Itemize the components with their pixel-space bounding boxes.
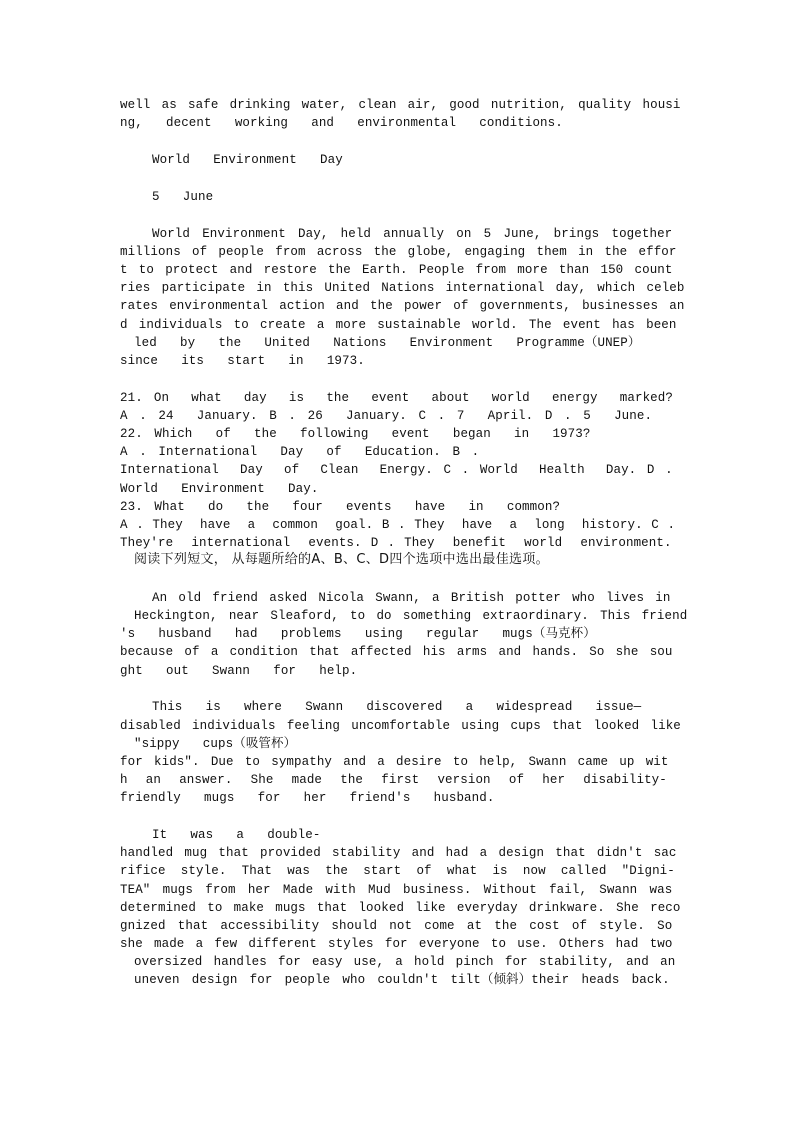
text-line: rates environmental action and the power of governments, businesses an [120, 299, 685, 313]
text-line: handled mug that provided stability and had a design that didn't sac [120, 846, 677, 860]
text-line: for kids". Due to sympathy and a desire to help, Swann came up wit [120, 755, 669, 769]
text-line: uneven design for people who couldn't tilt（倾斜）their heads back. [134, 973, 670, 987]
event-date: 5 June [152, 190, 214, 204]
text-line: she made a few different styles for everyone to use. Others had two [120, 937, 673, 951]
text-line: led by the United Nations Environment Programme（UNEP） [134, 336, 641, 350]
question-22-options: World Environment Day. [120, 482, 319, 496]
section-heading: World Environment Day [152, 153, 343, 167]
question-23-options: A . They have a common goal. B . They have a long history. C . [120, 518, 676, 532]
text-line: d individuals to create a more sustainable world. The event has been [120, 318, 677, 332]
text-line: ries participate in this United Nations international day, which celeb [120, 281, 685, 295]
text-line: ng, decent working and environmental conditions. [120, 116, 563, 130]
text-line: This is where Swann discovered a widespread issue— [152, 700, 642, 714]
question-23: 23. What do the four events have in common? [120, 500, 561, 514]
text-line: friendly mugs for her friend's husband. [120, 791, 495, 805]
text-line: TEA" mugs from her Made with Mud business. Without fail, Swann was [120, 883, 673, 897]
question-22-options: International Day of Clean Energy. C . World Health Day. D . [120, 463, 673, 477]
question-22: 22. Which of the following event began in 1973? [120, 427, 591, 441]
text-line: Heckington, near Sleaford, to do something extraordinary. This friend [134, 609, 688, 623]
text-line: "sippy cups（吸管杯） [134, 737, 297, 751]
text-line: rifice style. That was the start of what is now called "Digni- [120, 864, 675, 878]
text-line: h an answer. She made the first version of her disability- [120, 773, 667, 787]
question-23-options: They're international events. D . They benefit world environment. [120, 536, 672, 550]
text-line: 's husband had problems using regular mugs（马克杯） [120, 627, 596, 641]
text-line: An old friend asked Nicola Swann, a British potter who lives in [152, 591, 671, 605]
question-21-options: A . 24 January. B . 26 January. C . 7 April. D . 5 June. [120, 409, 653, 423]
text-line: ght out Swann for help. [120, 664, 358, 678]
question-21: 21. On what day is the event about world energy marked? [120, 391, 673, 405]
text-line: because of a condition that affected his arms and hands. So she sou [120, 645, 673, 659]
text-line: millions of people from across the globe, engaging them in the effor [120, 245, 677, 259]
text-line: It was a double- [152, 828, 321, 842]
text-line: World Environment Day, held annually on 5 June, brings together [152, 227, 673, 241]
text-line: oversized handles for easy use, a hold pinch for stability, and an [134, 955, 676, 969]
text-line: t to protect and restore the Earth. People from more than 150 count [120, 263, 673, 277]
section-instruction: 阅读下列短文， 从每题所给的A、B、C、D四个选项中选出最佳选项。 [134, 552, 549, 567]
text-line: well as safe drinking water, clean air, good nutrition, quality housi [120, 98, 681, 112]
question-22-options: A . International Day of Education. B . [120, 445, 480, 459]
text-line: gnized that accessibility should not come at the cost of style. So [120, 919, 673, 933]
text-line: disabled individuals feeling uncomfortable using cups that looked like [120, 719, 681, 733]
text-line: determined to make mugs that looked like everyday drinkware. She reco [120, 901, 681, 915]
text-line: since its start in 1973. [120, 354, 365, 368]
